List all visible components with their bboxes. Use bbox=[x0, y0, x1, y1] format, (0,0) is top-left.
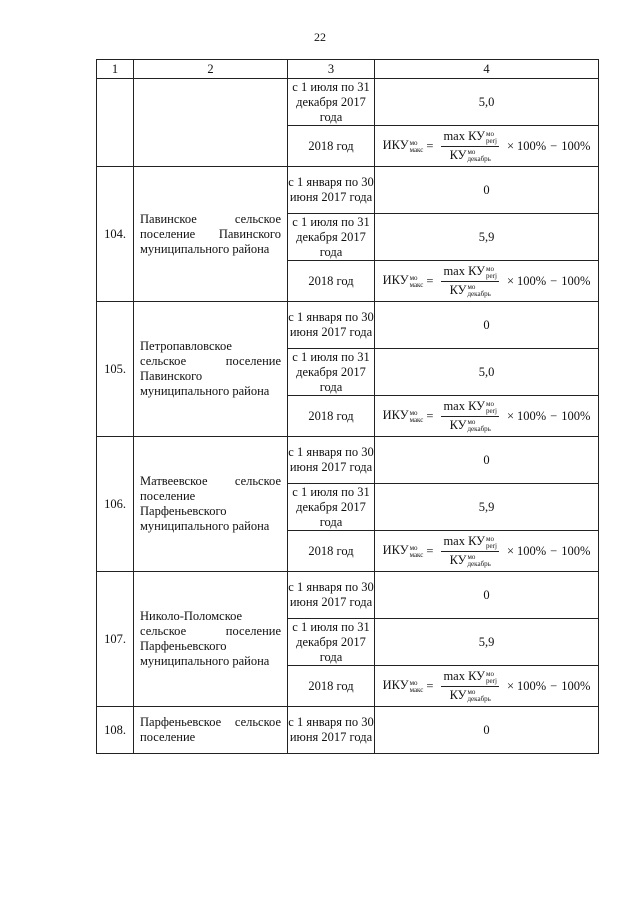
table-row bbox=[97, 79, 599, 126]
formula-numerator-text: max КУ bbox=[443, 534, 486, 549]
formula-numerator-scripts bbox=[486, 131, 497, 145]
formula-times: × bbox=[506, 543, 514, 558]
formula-times: × bbox=[506, 138, 514, 153]
period-cell: с 1 июля по 31 декабря 2017 года bbox=[288, 214, 375, 261]
formula-lhs bbox=[383, 138, 424, 153]
formula-lhs bbox=[383, 678, 424, 693]
formula-denominator-sub: декабрь bbox=[467, 424, 491, 433]
formula-denominator-sup: мо bbox=[467, 147, 476, 156]
formula-lhs-scripts bbox=[410, 680, 424, 694]
period-cell: с 1 января по 30 июня 2017 года bbox=[288, 707, 375, 754]
value-cell: 5,0 bbox=[375, 79, 599, 126]
formula-lhs-scripts bbox=[410, 545, 424, 559]
formula-numerator-sub: perj bbox=[486, 676, 497, 685]
index-formula bbox=[383, 264, 591, 297]
formula-denominator-sub: декабрь bbox=[467, 694, 491, 703]
tariff-index-table bbox=[96, 59, 599, 754]
formula-lhs-symbol: ИКУ bbox=[382, 678, 409, 693]
period-cell: 2018 год bbox=[288, 396, 375, 437]
formula-numerator-sub: perj bbox=[486, 406, 497, 415]
formula-lhs-sub: макс bbox=[409, 685, 424, 694]
table-row bbox=[97, 437, 599, 484]
formula-numerator-text: max КУ bbox=[443, 399, 486, 414]
formula-lhs-sub: макс bbox=[409, 145, 424, 154]
formula-numerator-text: max КУ bbox=[443, 129, 486, 144]
formula-fraction bbox=[441, 129, 498, 162]
formula-equals: = bbox=[426, 138, 434, 153]
value-cell: 0 bbox=[375, 437, 599, 484]
formula-denominator-sub: декабрь bbox=[467, 559, 491, 568]
formula-lhs-scripts bbox=[410, 140, 424, 154]
value-cell bbox=[375, 396, 599, 437]
value-cell bbox=[375, 126, 599, 167]
formula-lhs-sup: мо bbox=[409, 543, 418, 552]
formula-numerator-sub: perj bbox=[486, 541, 497, 550]
formula-lhs-symbol: ИКУ bbox=[382, 543, 409, 558]
index-formula bbox=[383, 534, 591, 567]
formula-minus: − bbox=[550, 543, 558, 558]
value-cell: 0 bbox=[375, 302, 599, 349]
formula-numerator bbox=[441, 669, 498, 686]
formula-fraction bbox=[441, 399, 498, 432]
formula-minus: − bbox=[550, 678, 558, 693]
formula-percent-2: 100% bbox=[561, 138, 591, 153]
period-cell: с 1 января по 30 июня 2017 года bbox=[288, 437, 375, 484]
formula-times: × bbox=[506, 408, 514, 423]
formula-denominator-sup: мо bbox=[467, 282, 476, 291]
formula-numerator-scripts bbox=[486, 266, 497, 280]
formula-denominator-sup: мо bbox=[467, 417, 476, 426]
municipality-cell: Павинское сельское поселение Павинского муниципального района bbox=[134, 167, 288, 302]
formula-denominator bbox=[448, 552, 493, 568]
period-cell: 2018 год bbox=[288, 666, 375, 707]
table-row bbox=[97, 572, 599, 619]
header-col-1: 1 bbox=[97, 60, 134, 79]
formula-lhs-sub: макс bbox=[409, 280, 424, 289]
period-cell: с 1 июля по 31 декабря 2017 года bbox=[288, 619, 375, 666]
formula-percent-1: 100% bbox=[517, 273, 547, 288]
formula-lhs-scripts bbox=[410, 275, 424, 289]
index-formula bbox=[383, 669, 591, 702]
formula-denominator-sub: декабрь bbox=[467, 154, 491, 163]
period-cell: с 1 января по 30 июня 2017 года bbox=[288, 302, 375, 349]
formula-numerator bbox=[441, 399, 498, 416]
formula-denominator bbox=[448, 687, 493, 703]
period-cell: 2018 год bbox=[288, 261, 375, 302]
formula-percent-1: 100% bbox=[517, 678, 547, 693]
formula-denominator bbox=[448, 147, 493, 163]
formula-lhs-sup: мо bbox=[409, 138, 418, 147]
period-cell: с 1 января по 30 июня 2017 года bbox=[288, 167, 375, 214]
formula-fraction bbox=[441, 534, 498, 567]
formula-numerator-scripts bbox=[486, 401, 497, 415]
header-col-4: 4 bbox=[375, 60, 599, 79]
formula-numerator-sub: perj bbox=[486, 136, 497, 145]
formula-lhs-scripts bbox=[410, 410, 424, 424]
municipality-cell: Матвеевское сельское поселение Парфеньевского муниципального района bbox=[134, 437, 288, 572]
formula-percent-1: 100% bbox=[517, 138, 547, 153]
formula-denominator-text: КУ bbox=[449, 417, 467, 432]
period-cell: с 1 января по 30 июня 2017 года bbox=[288, 572, 375, 619]
formula-denominator bbox=[448, 282, 493, 298]
formula-times: × bbox=[506, 273, 514, 288]
formula-denominator-text: КУ bbox=[449, 147, 467, 162]
formula-percent-1: 100% bbox=[517, 408, 547, 423]
formula-percent-2: 100% bbox=[561, 678, 591, 693]
municipality-cell: Парфеньевское сельское поселение bbox=[134, 707, 288, 754]
formula-lhs bbox=[383, 408, 424, 423]
row-number-cell: 105. bbox=[97, 302, 134, 437]
value-cell bbox=[375, 531, 599, 572]
row-number-cell bbox=[97, 79, 134, 167]
period-cell: 2018 год bbox=[288, 531, 375, 572]
formula-minus: − bbox=[550, 408, 558, 423]
formula-equals: = bbox=[426, 273, 434, 288]
row-number-cell: 106. bbox=[97, 437, 134, 572]
formula-denominator-scripts bbox=[468, 554, 491, 568]
formula-percent-1: 100% bbox=[517, 543, 547, 558]
formula-numerator-sup: мо bbox=[486, 534, 494, 543]
formula-lhs-sub: макс bbox=[409, 550, 424, 559]
municipality-cell: Петропавловское сельское поселение Павинского муниципального района bbox=[134, 302, 288, 437]
header-col-3: 3 bbox=[288, 60, 375, 79]
formula-denominator bbox=[448, 417, 493, 433]
formula-lhs-sub: макс bbox=[409, 415, 424, 424]
formula-numerator-sup: мо bbox=[486, 129, 494, 138]
formula-minus: − bbox=[550, 273, 558, 288]
formula-numerator-scripts bbox=[486, 536, 497, 550]
value-cell: 0 bbox=[375, 167, 599, 214]
formula-times: × bbox=[506, 678, 514, 693]
formula-lhs-symbol: ИКУ bbox=[382, 273, 409, 288]
formula-denominator-text: КУ bbox=[449, 282, 467, 297]
value-cell: 5,9 bbox=[375, 214, 599, 261]
formula-percent-2: 100% bbox=[561, 273, 591, 288]
formula-lhs-symbol: ИКУ bbox=[382, 138, 409, 153]
formula-numerator bbox=[441, 129, 498, 146]
formula-denominator-scripts bbox=[468, 149, 491, 163]
period-cell: с 1 июля по 31 декабря 2017 года bbox=[288, 484, 375, 531]
value-cell: 5,9 bbox=[375, 484, 599, 531]
formula-numerator-text: max КУ bbox=[443, 669, 486, 684]
formula-lhs-sup: мо bbox=[409, 273, 418, 282]
formula-denominator-sup: мо bbox=[467, 687, 476, 696]
value-cell: 5,0 bbox=[375, 349, 599, 396]
formula-denominator-sup: мо bbox=[467, 552, 476, 561]
formula-lhs bbox=[383, 543, 424, 558]
table-row bbox=[97, 302, 599, 349]
header-col-2: 2 bbox=[134, 60, 288, 79]
formula-denominator-text: КУ bbox=[449, 552, 467, 567]
formula-equals: = bbox=[426, 408, 434, 423]
formula-fraction bbox=[441, 669, 498, 702]
formula-denominator-scripts bbox=[468, 689, 491, 703]
table-row bbox=[97, 707, 599, 754]
formula-lhs-sup: мо bbox=[409, 408, 418, 417]
municipality-cell: Николо-Поломское сельское поселение Парфеньевского муниципального района bbox=[134, 572, 288, 707]
period-cell: с 1 июля по 31 декабря 2017 года bbox=[288, 79, 375, 126]
formula-numerator bbox=[441, 534, 498, 551]
formula-numerator-scripts bbox=[486, 671, 497, 685]
value-cell: 0 bbox=[375, 572, 599, 619]
period-cell: 2018 год bbox=[288, 126, 375, 167]
index-formula bbox=[383, 399, 591, 432]
formula-percent-2: 100% bbox=[561, 408, 591, 423]
index-formula bbox=[383, 129, 591, 162]
row-number-cell: 104. bbox=[97, 167, 134, 302]
row-number-cell: 108. bbox=[97, 707, 134, 754]
formula-equals: = bbox=[426, 543, 434, 558]
formula-numerator-text: max КУ bbox=[443, 264, 486, 279]
formula-lhs-sup: мо bbox=[409, 678, 418, 687]
page-number: 22 bbox=[314, 30, 326, 44]
formula-lhs-symbol: ИКУ bbox=[382, 408, 409, 423]
formula-numerator-sup: мо bbox=[486, 399, 494, 408]
formula-denominator-sub: декабрь bbox=[467, 289, 491, 298]
municipality-cell bbox=[134, 79, 288, 167]
formula-numerator-sup: мо bbox=[486, 264, 494, 273]
table-header-row bbox=[97, 60, 599, 79]
formula-minus: − bbox=[550, 138, 558, 153]
formula-denominator-text: КУ bbox=[449, 687, 467, 702]
formula-lhs bbox=[383, 273, 424, 288]
value-cell bbox=[375, 261, 599, 302]
formula-numerator bbox=[441, 264, 498, 281]
formula-fraction bbox=[441, 264, 498, 297]
formula-numerator-sup: мо bbox=[486, 669, 494, 678]
value-cell bbox=[375, 666, 599, 707]
formula-denominator-scripts bbox=[468, 419, 491, 433]
period-cell: с 1 июля по 31 декабря 2017 года bbox=[288, 349, 375, 396]
row-number-cell: 107. bbox=[97, 572, 134, 707]
formula-denominator-scripts bbox=[468, 284, 491, 298]
formula-numerator-sub: perj bbox=[486, 271, 497, 280]
value-cell: 5,9 bbox=[375, 619, 599, 666]
formula-percent-2: 100% bbox=[561, 543, 591, 558]
value-cell: 0 bbox=[375, 707, 599, 754]
table-row bbox=[97, 167, 599, 214]
formula-equals: = bbox=[426, 678, 434, 693]
